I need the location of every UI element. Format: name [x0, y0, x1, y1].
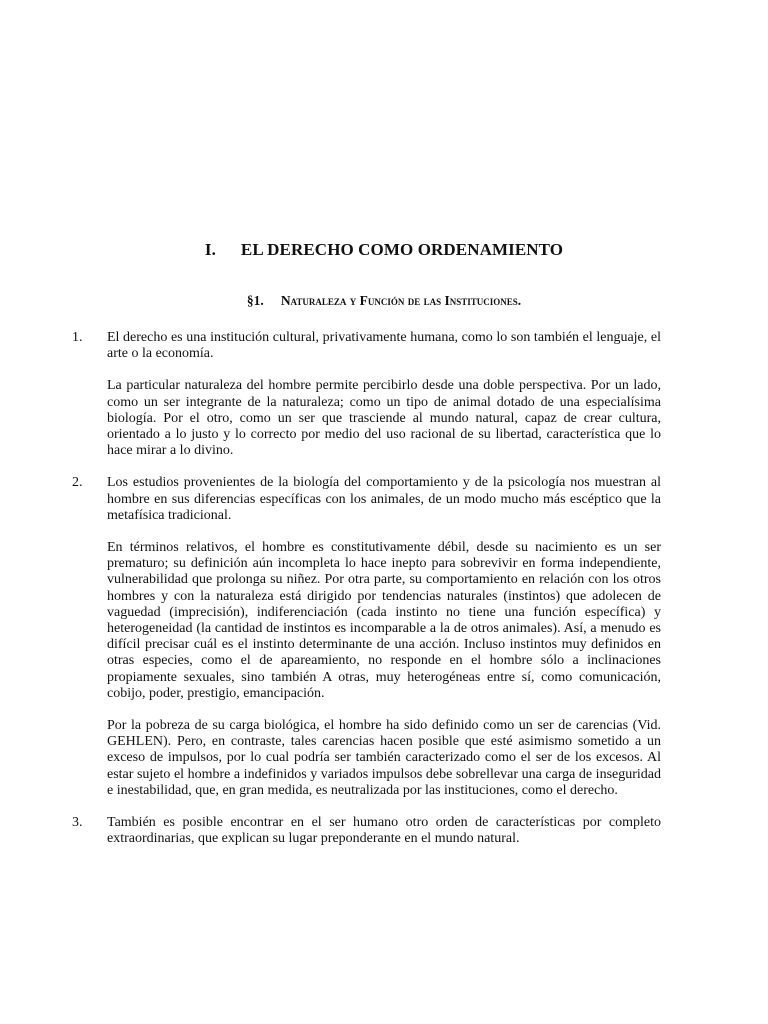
chapter-heading: EL DERECHO COMO ORDENAMIENTO	[240, 240, 564, 259]
item-number: 3.	[72, 815, 83, 831]
document-body	[0, 330, 768, 863]
section-title	[0, 293, 768, 309]
item-number: 1.	[72, 330, 83, 345]
numbered-item-1	[0, 330, 768, 459]
paragraph: El derecho es una institución cultural, privativamente humana, como lo son también el lenguaje, el arte o la economía.	[107, 330, 661, 362]
numbered-item-3	[0, 815, 768, 847]
paragraph: La particular naturaleza del hombre permite percibirlo desde una doble perspectiva. Por un lado, como un ser integrante de la naturaleza; como un tipo de animal dotado de una especialísima biología. Por el otro, como un ser que trasciende al mundo natural, capaz de crear cultura, orientado a lo justo y lo correcto por medio del uso racional de su libertad, característica que lo hace mirar a lo divino.	[107, 378, 661, 459]
paragraph: Los estudios provenientes de la biología del comportamiento y de la psicología nos muestran al hombre en sus diferencias específicas con los animales, de un modo mucho más escéptico que la metafísica tradicional.	[107, 475, 661, 523]
section-heading: Naturaleza y Función de las Instituciones.	[280, 293, 522, 308]
numbered-item-2	[0, 475, 768, 799]
paragraph: También es posible encontrar en el ser humano otro orden de características por completo extraordinarias, que explican su lugar preponderante en el mundo natural.	[107, 815, 661, 847]
chapter-number: I.	[204, 240, 216, 259]
paragraph: Por la pobreza de su carga biológica, el hombre ha sido definido como un ser de carencias (Vid. GEHLEN). Pero, en contraste, tales carencias hacen posible que esté asimismo sometido a un exceso de impulsos, por lo cual podría ser también caracterizado como el ser de los excesos. Al estar sujeto el hombre a indefinidos y variados impulsos debe sobrellevar una carga de inseguridad e inestabilidad, que, en gran medida, es neutralizada por las instituciones, como el derecho.	[107, 718, 661, 798]
chapter-title	[0, 240, 768, 260]
paragraph: En términos relativos, el hombre es constitutivamente débil, desde su nacimiento es un ser prematuro; su definición aún incompleta lo hace inepto para sobrevivir en forma independiente, vulnerabilidad que prolonga su niñez. Por otra parte, su comportamiento en relación con los otros hombres y con la naturaleza está dirigido por tendencias naturales (instintos) que adolecen de vaguedad (imprecisión), indiferenciación (cada instinto no tiene una función específica) y heterogeneidad (la cantidad de instintos es incomparable a la de otros animales). Así, a menudo es difícil precisar cuál es el instinto determinante de una acción. Incluso instintos muy definidos en otras especies, como el de apareamiento, no responde en el hombre sólo a inclinaciones propiamente sexuales, sino también A otras, muy heterogéneas entre sí, como comunicación, cobijo, poder, prestigio, emancipación.	[107, 540, 661, 701]
item-number: 2.	[72, 475, 83, 491]
section-number: §1.	[246, 293, 264, 308]
